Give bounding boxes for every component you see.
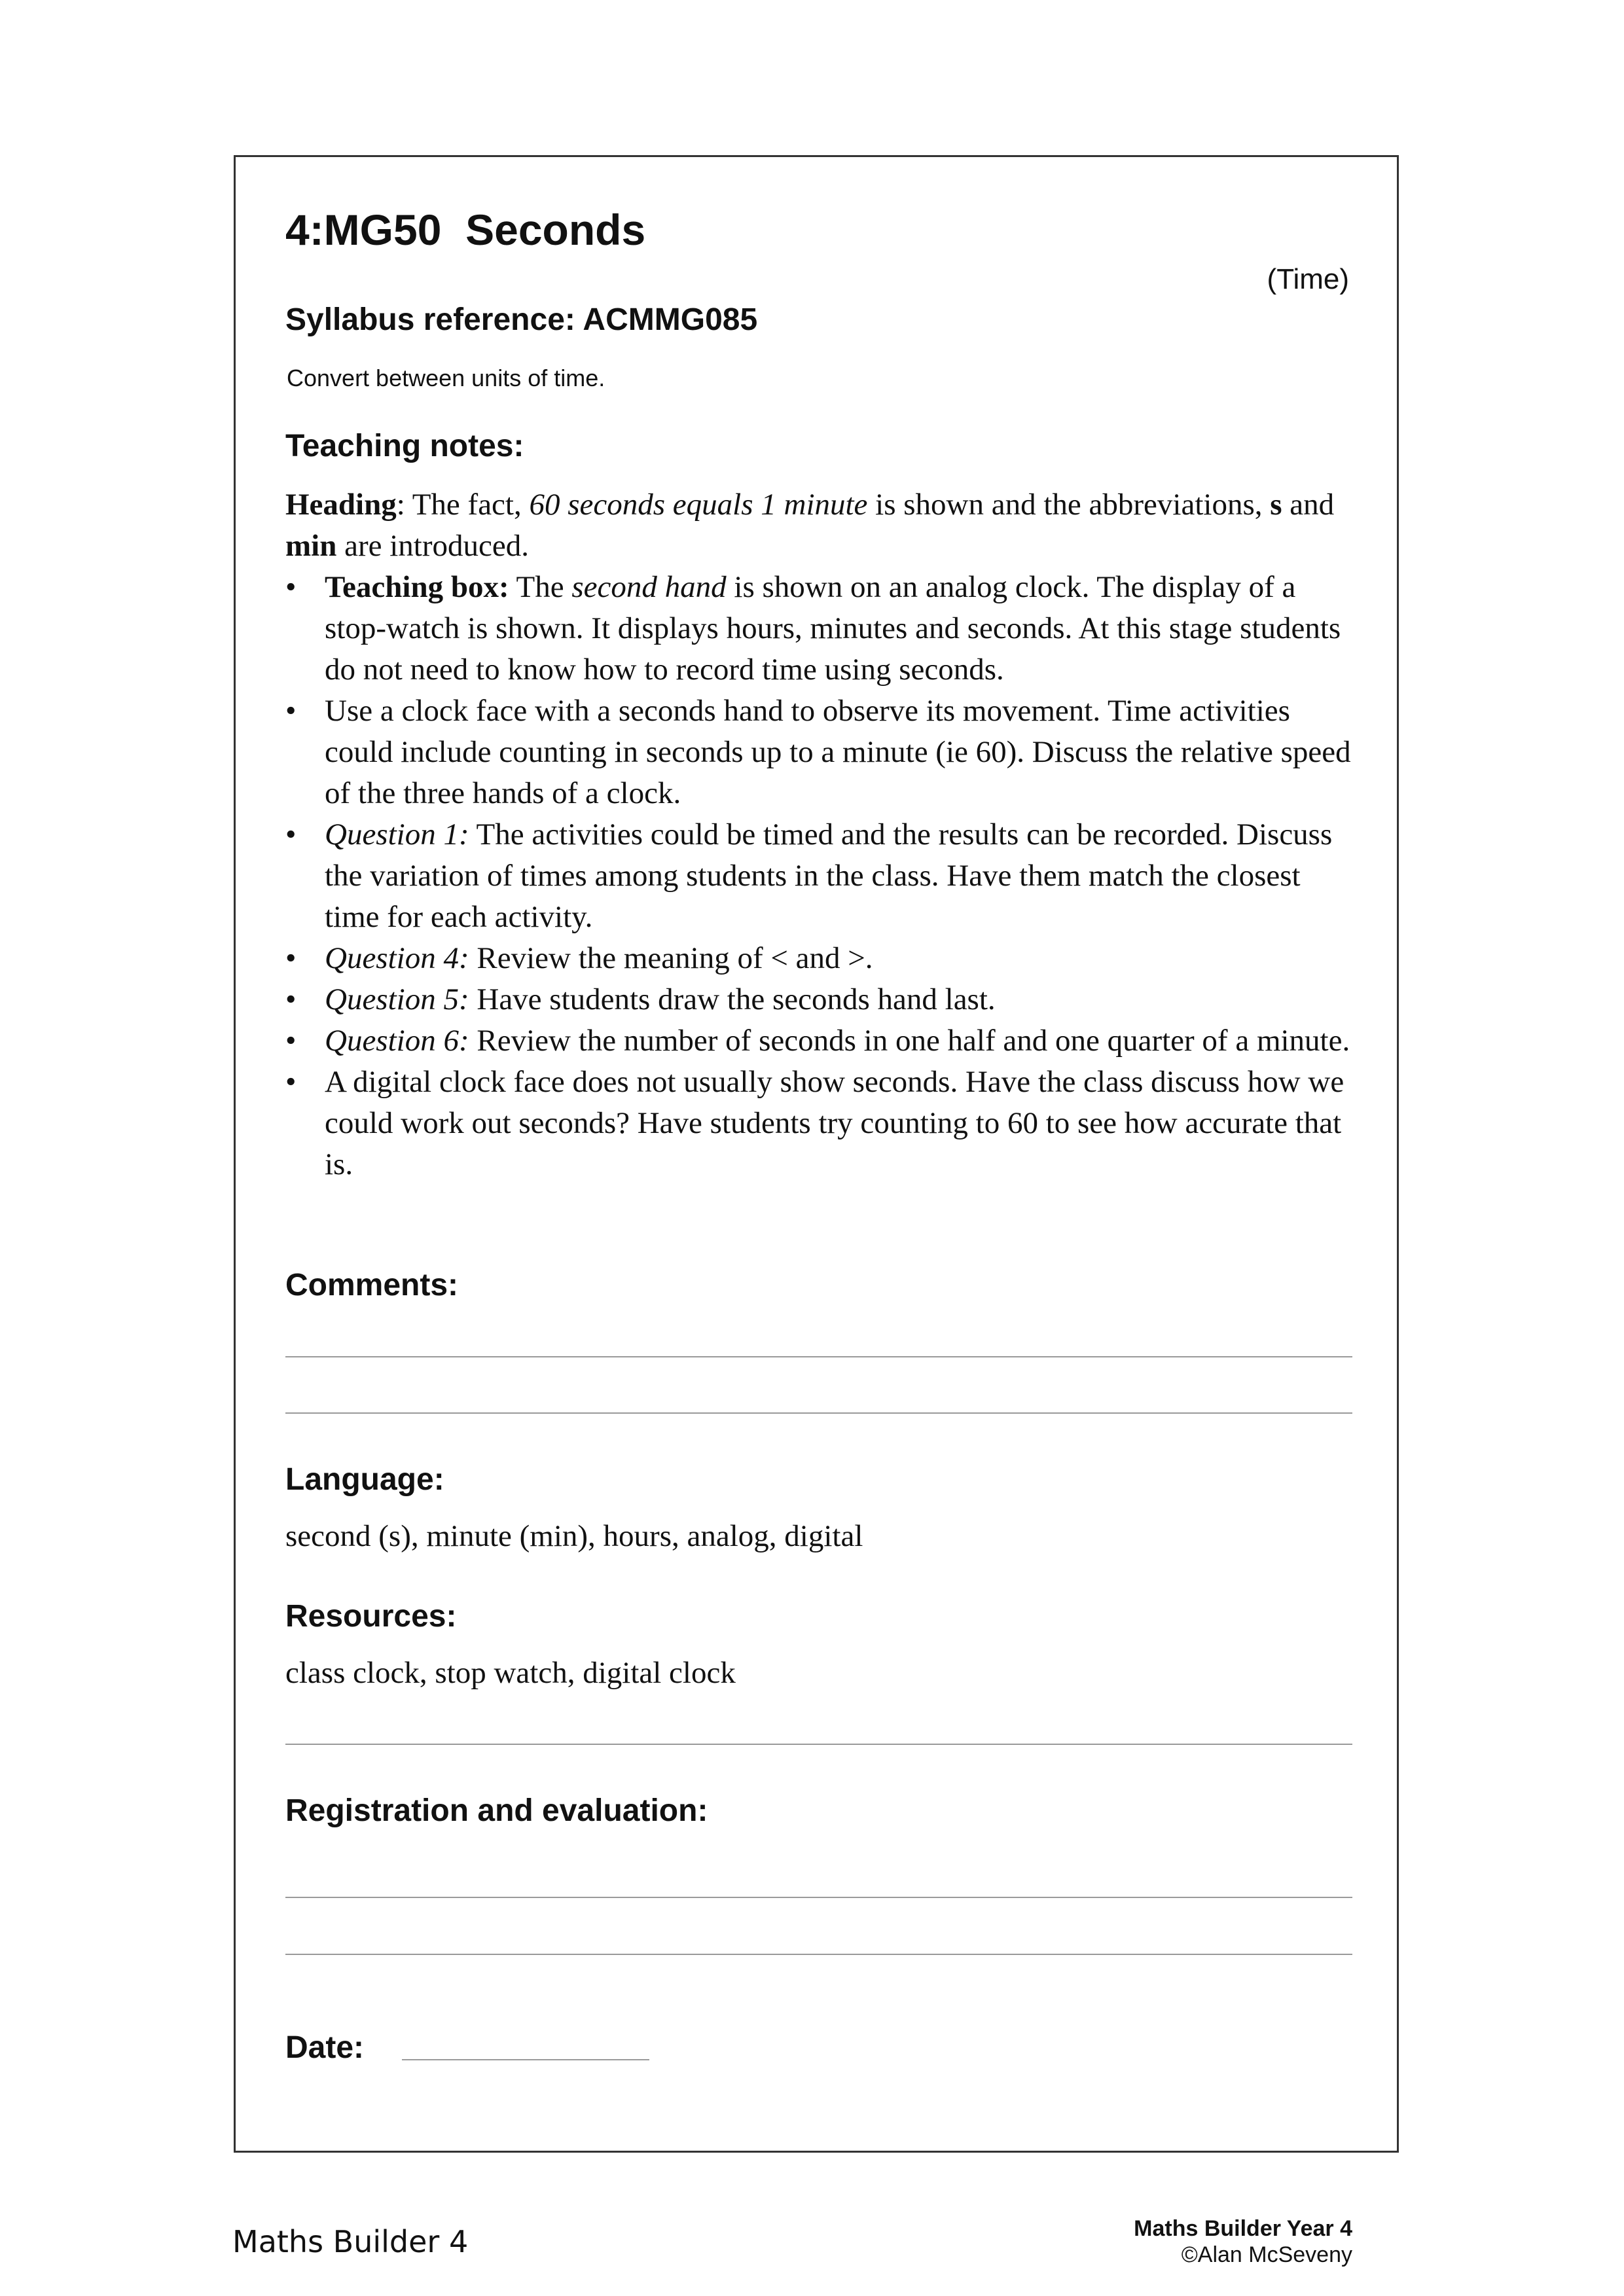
language-text: second (s), minute (min), hours, analog, digital <box>285 1519 863 1553</box>
bullet-text: A digital clock face does not usually show seconds. Have the class discuss how we could work out seconds? Have students try counting to 60 to see how accurate that is. <box>325 1065 1344 1181</box>
intro-text: : The fact, <box>396 488 530 522</box>
date-heading: Date: <box>285 2030 365 2065</box>
question-label: Question 4: <box>325 941 469 975</box>
intro-label: Heading <box>285 488 397 522</box>
list-item <box>285 1062 1352 1185</box>
category-label: (Time) <box>1267 263 1349 295</box>
intro-abbrev: min <box>285 529 337 563</box>
comments-line[interactable] <box>285 1356 1352 1357</box>
list-item <box>285 814 1352 938</box>
list-item <box>285 1020 1352 1062</box>
bullet-lead: Teaching box: <box>325 570 509 604</box>
footer-credit <box>1134 2215 1352 2268</box>
teaching-notes-heading: Teaching notes: <box>285 429 524 463</box>
bullet-icon: • <box>285 982 297 1016</box>
question-label: Question 6: <box>325 1024 469 1058</box>
list-item <box>285 979 1352 1020</box>
footer-book-title: Maths Builder 4 <box>232 2224 469 2259</box>
intro-text: is shown and the abbreviations, <box>867 488 1271 522</box>
teaching-notes-intro <box>285 484 1352 567</box>
list-item <box>285 567 1352 691</box>
bullet-text: Have students draw the seconds hand last. <box>469 982 996 1016</box>
page-title: 4:MG50 Seconds <box>285 206 646 254</box>
resources-text: class clock, stop watch, digital clock <box>285 1656 736 1690</box>
bullet-icon: • <box>285 570 297 604</box>
language-heading: Language: <box>285 1462 444 1497</box>
syllabus-reference: Syllabus reference: ACMMG085 <box>285 302 758 337</box>
bullet-text: Review the number of seconds in one half and one quarter of a minute. <box>469 1024 1350 1058</box>
intro-abbrev: s <box>1270 488 1282 522</box>
bullet-text: Use a clock face with a seconds hand to observe its movement. Time activities could include counting in seconds up to a minute (ie 60). Discuss the relative speed of the three hands of a clock. <box>325 694 1351 810</box>
bullet-text: The activities could be timed and the results can be recorded. Discuss the variation of times among students in the class. Have them match the closest time for each activity. <box>325 817 1333 934</box>
bullet-icon: • <box>285 817 297 852</box>
intro-text: and <box>1282 488 1335 522</box>
bullet-text: The <box>509 570 572 604</box>
list-item <box>285 938 1352 979</box>
bullet-italic: second hand <box>571 570 727 604</box>
resources-line[interactable] <box>285 1744 1352 1745</box>
bullet-icon: • <box>285 1024 297 1058</box>
list-item <box>285 691 1352 814</box>
intro-text: are introduced. <box>336 529 529 563</box>
comments-line[interactable] <box>285 1412 1352 1414</box>
comments-heading: Comments: <box>285 1268 459 1302</box>
syllabus-description: Convert between units of time. <box>287 365 605 391</box>
bullet-icon: • <box>285 941 297 975</box>
date-field[interactable] <box>402 2059 649 2060</box>
registration-line[interactable] <box>285 1954 1352 1955</box>
question-label: Question 1: <box>325 817 469 852</box>
bullet-icon: • <box>285 694 297 728</box>
resources-heading: Resources: <box>285 1599 457 1634</box>
intro-italic: 60 seconds equals 1 minute <box>529 488 868 522</box>
question-label: Question 5: <box>325 982 469 1016</box>
bullet-text: is shown on an analog clock. The display of a stop-watch is shown. It displays hours, minutes and seconds. At this stage students do not need to know how to record time using seconds. <box>325 570 1341 687</box>
registration-line[interactable] <box>285 1897 1352 1898</box>
bullet-text: Review the meaning of < and >. <box>469 941 873 975</box>
bullet-icon: • <box>285 1065 297 1099</box>
footer-copyright: ©Alan McSeveny <box>1181 2242 1352 2267</box>
registration-heading: Registration and evaluation: <box>285 1793 708 1828</box>
footer-series: Maths Builder Year 4 <box>1134 2216 1352 2241</box>
teaching-notes-list <box>285 567 1352 1185</box>
